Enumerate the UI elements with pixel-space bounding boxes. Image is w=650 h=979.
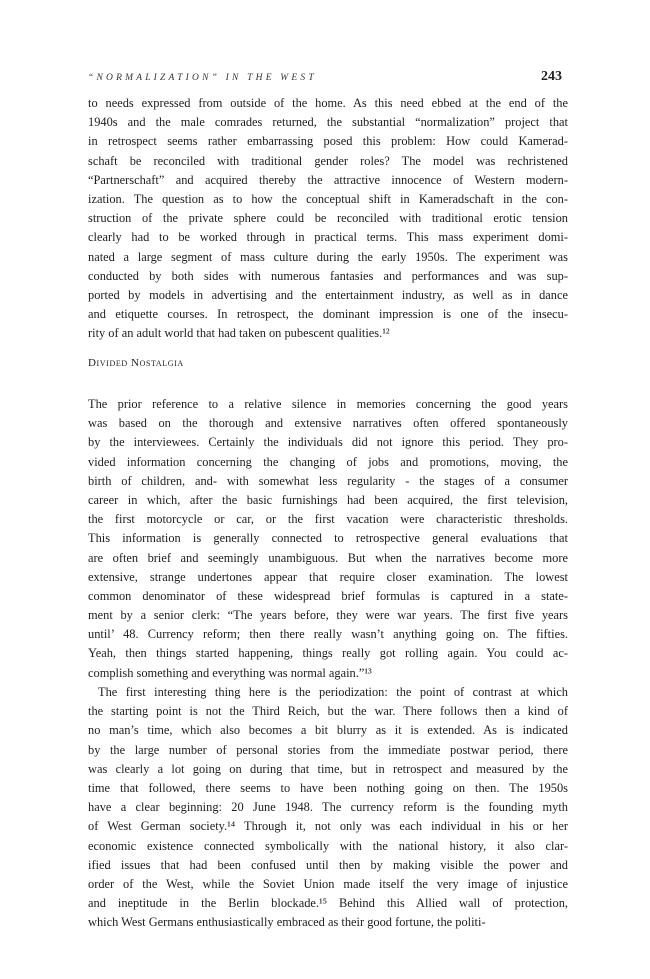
- text-line: This information is generally connected to retrospective general evaluations that: [88, 531, 568, 546]
- paragraph-1: [88, 94, 568, 343]
- text-line: The prior reference to a relative silence in memories concerning the good years: [88, 397, 568, 411]
- text-line: which West Germans enthusiastically embraced as their good fortune, the politi-: [88, 915, 486, 930]
- text-line: ment by a senior clerk: “The years before, they were war years. The first five years: [88, 608, 568, 623]
- text-line: by the interviewees. Certainly the individuals did not ignore this period. They pro-: [88, 435, 568, 450]
- text-line: Yeah, then things started happening, things really got rolling again. You could ac-: [88, 646, 568, 661]
- text-line: ization. The question as to how the conceptual shift in Kameradschaft in the con-: [88, 191, 568, 206]
- text-line: time that followed, there seems to have been nothing going on then. The 1950s: [88, 780, 568, 795]
- page-number: 243: [541, 69, 562, 84]
- text-line: common denominator of these widespread brief formulas is captured in a state-: [88, 588, 568, 603]
- text-line: have a clear beginning: 20 June 1948. The currency reform is the founding myth: [88, 800, 568, 815]
- text-line: was clearly a lot going on during that time, but in retrospect and measured by the: [88, 761, 568, 776]
- text-line: no man’s time, which also becomes a bit blurry as it is extended. As is indicated: [88, 723, 568, 738]
- text-line: to needs expressed from outside of the home. As this need ebbed at the end of the: [88, 96, 568, 110]
- text-line: order of the West, while the Soviet Union made itself the very image of injustice: [88, 876, 568, 891]
- text-line: nated a large segment of mass culture during the early 1950s. The experiment was: [88, 249, 568, 264]
- text-line: The first interesting thing here is the periodization: the point of contrast at which: [98, 685, 568, 699]
- text-line: conducted by both sides with numerous fantasies and performances and was sup-: [88, 268, 568, 283]
- text-line: are often brief and seemingly unambiguous. But when the narratives become more: [88, 550, 568, 565]
- text-line: “Partnerschaft” and acquired thereby the attractive innocence of Western modern-: [88, 172, 568, 187]
- text-line: economic existence connected symbolically with the national history, it also clar-: [88, 838, 568, 853]
- text-line: ified issues that had been confused until then by making visible the power and: [88, 857, 568, 872]
- text-line: until’ 48. Currency reform; then there really wasn’t anything going on. The fifties.: [88, 627, 568, 642]
- text-line: schaft be reconciled with traditional gender roles? The model was rechristened: [88, 153, 568, 168]
- text-line: in retrospect seems rather embarrassing posed this problem: How could Kamerad-: [88, 134, 568, 149]
- text-line: complish something and everything was normal again.”¹³: [88, 665, 372, 680]
- text-line: the starting point is not the Third Reich, but the war. There follows then a kind of: [88, 704, 568, 719]
- text-line: the first motorcycle or car, or the first vacation were characteristic thresholds.: [88, 512, 568, 527]
- text-line: 1940s and the male comrades returned, the substantial “normalization” project that: [88, 115, 568, 130]
- running-head: “NORMALIZATION” IN THE WEST: [88, 73, 317, 83]
- paragraph-2: [88, 395, 568, 683]
- text-line: ported by models in advertising and the entertainment industry, as well as in dance: [88, 287, 568, 302]
- text-line: struction of the private sphere could be reconciled with traditional erotic tension: [88, 211, 568, 226]
- text-line: clearly had to be worked through in practical terms. This mass experiment domi-: [88, 230, 568, 245]
- text-line: and ineptitude in the Berlin blockade.¹⁵ Behind this Allied wall of protection,: [88, 896, 568, 911]
- text-line: by the large number of personal stories from the immediate postwar period, there: [88, 742, 568, 757]
- text-line: and etiquette courses. In retrospect, the dominant impression is one of the insecu-: [88, 307, 568, 322]
- text-line: was based on the thorough and extensive narratives often offered spontaneously: [88, 416, 568, 431]
- text-line: birth of children, and- with somewhat less regularity - the stages of a consumer: [88, 473, 568, 488]
- text-line: of West German society.¹⁴ Through it, not only was each individual in his or her: [88, 819, 568, 834]
- section-heading: Divided Nostalgia: [88, 357, 184, 369]
- text-line: extensive, strange undertones appear that require closer examination. The lowest: [88, 569, 568, 584]
- paragraph-3: [88, 683, 568, 932]
- text-line: vided information concerning the changing of jobs and promotions, moving, the: [88, 454, 568, 469]
- text-line: career in which, after the basic furnishings had been acquired, the first television,: [88, 492, 568, 507]
- text-line: rity of an adult world that had taken on pubescent qualities.¹²: [88, 326, 390, 341]
